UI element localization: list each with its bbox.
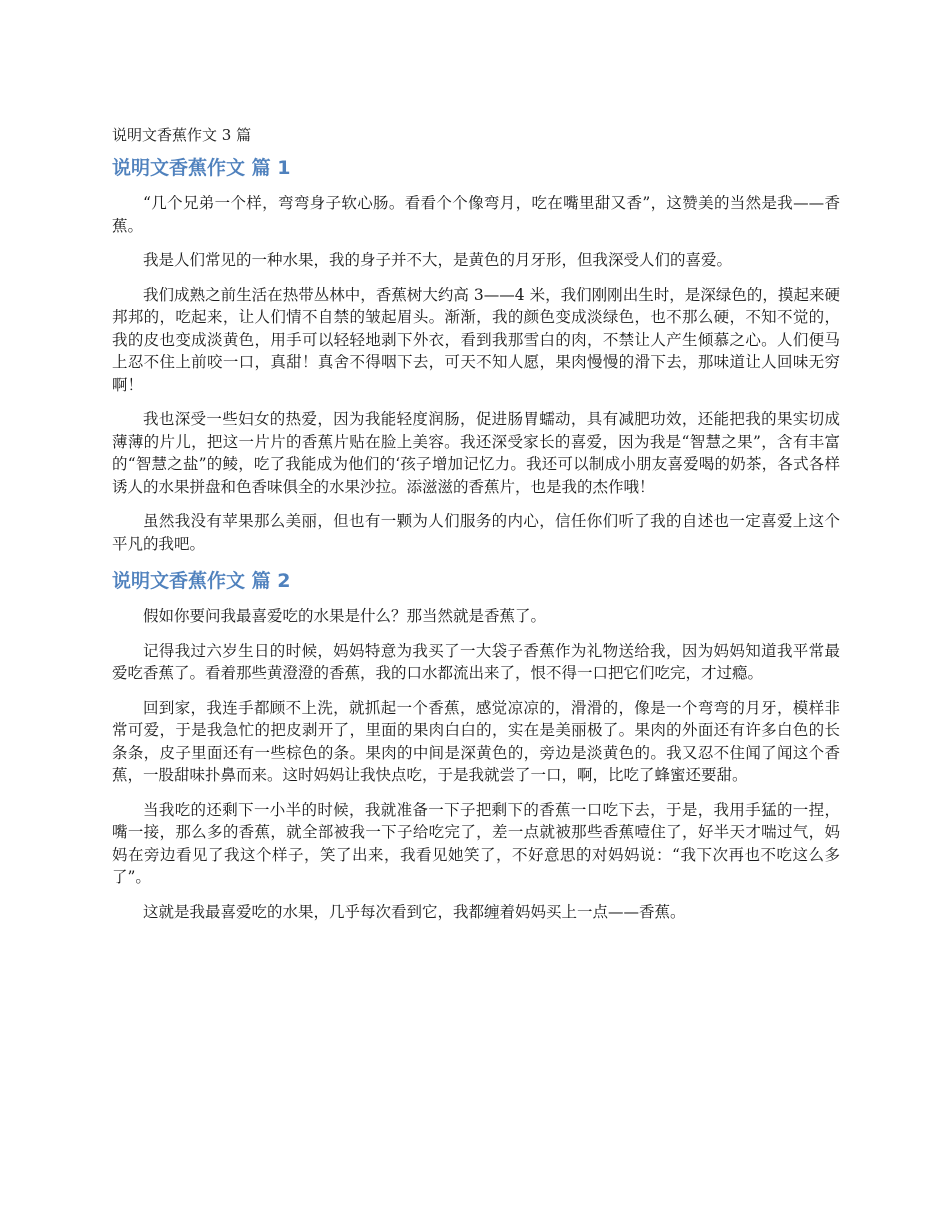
document-page [112, 124, 840, 935]
section-heading: 说明文香蕉作文 篇 2 [112, 570, 291, 592]
paragraph: 这就是我最喜爱吃的水果，几乎每次看到它，我都缠着妈妈买上一点——香蕉。 [143, 902, 686, 921]
paragraph: 当我吃的还剩下一小半的时候，我就准备一下子把剩下的香蕉一口吃下去，于是，我用手猛的一捏，嘴一接，那么多的香蕉，就全部被我一下子给吃完了，差一点就被那些香蕉噎住了，好半天才喘过气，妈妈在旁边看见了我这个样子，笑了出来，我看见她笑了，不好意思的对妈妈说：“我下次再也不吃这么多了”。 [112, 800, 840, 886]
paragraph: “几个兄弟一个样，弯弯身子软心肠。看看个个像弯月，吃在嘴里甜又香”，这赞美的当然是我——香蕉。 [112, 194, 840, 235]
section-heading: 说明文香蕉作文 篇 1 [112, 157, 291, 179]
paragraph: 记得我过六岁生日的时候，妈妈特意为我买了一大袋子香蕉作为礼物送给我，因为妈妈知道我平常最爱吃香蕉了。看着那些黄澄澄的香蕉，我的口水都流出来了，恨不得一口把它们吃完，才过瘾。 [112, 641, 840, 682]
paragraph: 我们成熟之前生活在热带丛林中，香蕉树大约高 3——4 米，我们刚刚出生时，是深绿色的，摸起来硬邦邦的，吃起来，让人们情不自禁的皱起眉头。渐渐，我的颜色变成淡绿色，也不那么硬，不知不觉的，我的皮也变成淡黄色，用手可以轻轻地剥下外衣，看到我那雪白的肉，不禁让人产生倾慕之心。人们便马上忍不住上前咬一口，真甜！真舍不得咽下去，可天不知人愿，果肉慢慢的滑下去，那味道让人回味无穷啊！ [112, 285, 840, 394]
paragraph: 我也深受一些妇女的热爱，因为我能轻度润肠，促进肠胃蠕动，具有减肥功效，还能把我的果实切成薄薄的片儿，把这一片片的香蕉片贴在脸上美容。我还深受家长的喜爱，因为我是“智慧之果”，含有丰富的“智慧之盐”的鲮，吃了我能成为他们的‘孩子增加记忆力。我还可以制成小朋友喜爱喝的奶茶，各式各样诱人的水果拼盘和色香味俱全的水果沙拉。添滋滋的香蕉片，也是我的杰作哦！ [112, 410, 840, 496]
document-title: 说明文香蕉作文 3 篇 [112, 126, 252, 144]
paragraph: 我是人们常见的一种水果，我的身子并不大，是黄色的月牙形，但我深受人们的喜爱。 [143, 251, 733, 269]
paragraph: 回到家，我连手都顾不上洗，就抓起一个香蕉，感觉凉凉的，滑滑的，像是一个弯弯的月牙，模样非常可爱，于是我急忙的把皮剥开了，里面的果肉白白的，实在是美丽极了。果肉的外面还有许多白色的长条条，皮子里面还有一些棕色的条。果肉的中间是深黄色的，旁边是淡黄色的。我又忍不住闻了闻这个香蕉，一股甜味扑鼻而来。这时妈妈让我快点吃，于是我就尝了一口，啊，比吃了蜂蜜还要甜。 [112, 698, 840, 784]
paragraph: 假如你要问我最喜爱吃的水果是什么？那当然就是香蕉了。 [143, 607, 547, 625]
essay-section-1 [112, 154, 840, 555]
essay-section-2 [112, 567, 840, 923]
paragraph: 虽然我没有苹果那么美丽，但也有一颗为人们服务的内心，信任你们听了我的自述也一定喜爱上这个平凡的我吧。 [112, 512, 840, 553]
